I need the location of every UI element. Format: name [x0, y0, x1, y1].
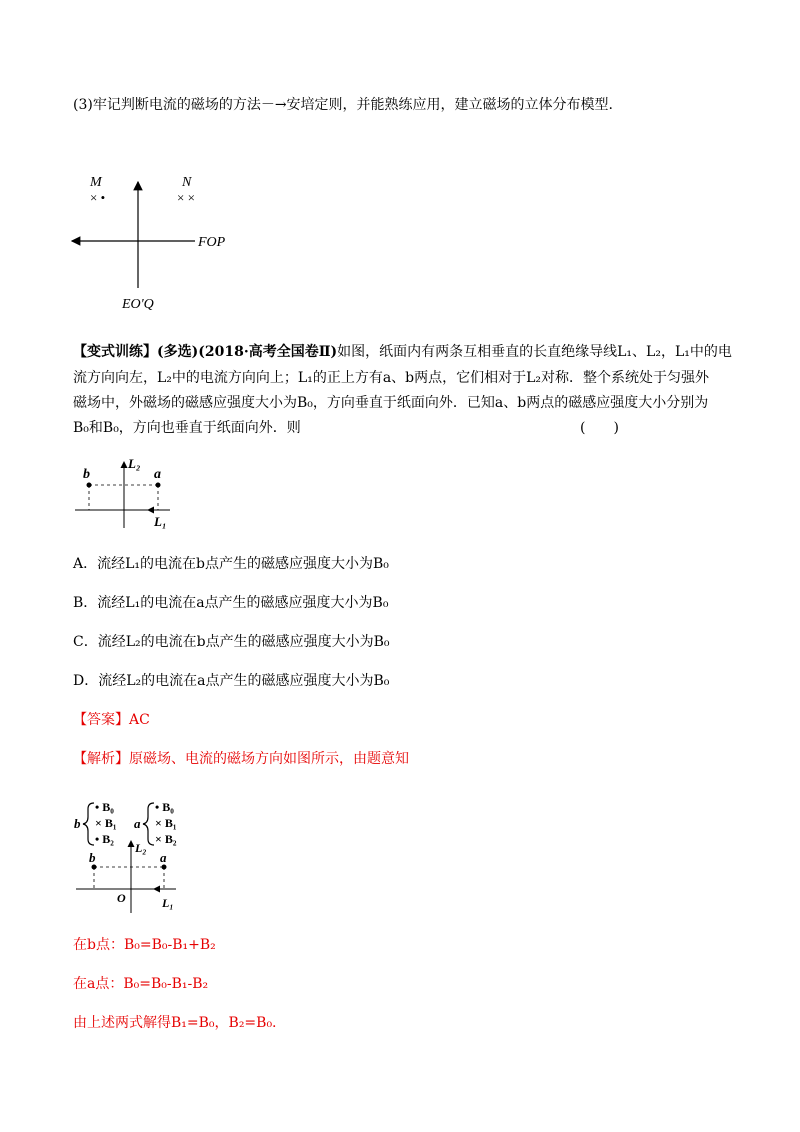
- point-a: [162, 865, 167, 870]
- a-item-b0: • B₀: [155, 800, 174, 814]
- point-b: [87, 483, 92, 488]
- label-n: N: [182, 175, 192, 190]
- figure-field-cross: [60, 168, 260, 318]
- label-l2: L₂: [128, 456, 141, 471]
- option-d: D．流经L₂的电流在a点产生的磁感应强度大小为B₀: [73, 673, 390, 689]
- equation-b: 在b点：B₀=B₀-B₁+B₂: [73, 937, 216, 953]
- b-item-b0: • B₀: [95, 800, 114, 814]
- point-b: [92, 865, 97, 870]
- figure-wires: [70, 452, 190, 532]
- label-m: M: [90, 175, 102, 190]
- marks-m: × •: [90, 190, 106, 205]
- b-item-b2: • B₂: [95, 832, 114, 846]
- option-b: B．流经L₁的电流在a点产生的磁感应强度大小为B₀: [73, 595, 389, 611]
- answer-line: [73, 710, 150, 730]
- label-l1: L₁: [154, 514, 167, 529]
- equation-a: 在a点：B₀=B₀-B₁-B₂: [73, 976, 209, 992]
- problem-line-3: 磁场中，外磁场的磁感应强度大小为B₀，方向垂直于纸面向外．已知a、b两点的磁感应强度大小分别为: [73, 395, 709, 411]
- problem-line-2: 流方向向左，L₂中的电流方向向上；L₁的正上方有a、b两点，它们相对于L₂对称．整个系统处于匀强外: [73, 370, 710, 386]
- answer-value: AC: [129, 712, 150, 728]
- analysis-text: 原磁场、电流的磁场方向如图所示，由题意知: [129, 751, 409, 767]
- label-b: b: [83, 467, 90, 482]
- b-group-brace: [83, 803, 94, 845]
- point-a: [156, 483, 161, 488]
- label-a: a: [160, 850, 167, 865]
- problem-line-1: [73, 342, 732, 362]
- analysis-tag: 【解析】: [73, 751, 129, 767]
- label-b: b: [89, 850, 96, 865]
- a-group-brace: [143, 803, 154, 845]
- label-l2: L₂: [135, 841, 147, 855]
- a-group-label: a: [134, 816, 141, 831]
- option-c: C．流经L₂的电流在b点产生的磁感应强度大小为B₀: [73, 634, 390, 650]
- problem-tag: 【变式训练】(多选)(2018·高考全国卷Ⅱ): [73, 344, 338, 360]
- figure-analysis: [70, 795, 200, 915]
- analysis-line: [73, 749, 409, 769]
- problem-line-1-text: 如图，纸面内有两条互相垂直的长直绝缘导线L₁、L₂，L₁中的电: [337, 344, 732, 360]
- answer-bracket: ( ): [580, 420, 619, 436]
- equation-solution: 由上述两式解得B₁=B₀，B₂=B₀.: [73, 1015, 277, 1031]
- label-o: O: [117, 891, 126, 905]
- a-item-b2: × B₂: [155, 832, 177, 846]
- label-fop: FOP: [198, 235, 226, 250]
- option-a: A．流经L₁的电流在b点产生的磁感应强度大小为B₀: [73, 556, 389, 572]
- problem-line-4: B₀和B₀，方向也垂直于纸面向外．则: [73, 420, 301, 436]
- b-item-b1: × B₁: [95, 816, 117, 830]
- a-item-b1: × B₁: [155, 816, 177, 830]
- intro-text: (3)牢记判断电流的磁场的方法－→安培定则，并能熟练应用，建立磁场的立体分布模型.: [73, 97, 614, 113]
- marks-n: × ×: [177, 190, 195, 205]
- label-l1: L₁: [162, 896, 174, 910]
- label-eoq: EO'Q: [122, 297, 154, 312]
- answer-tag: 【答案】: [73, 712, 129, 728]
- b-group-label: b: [74, 816, 81, 831]
- label-a: a: [154, 467, 161, 482]
